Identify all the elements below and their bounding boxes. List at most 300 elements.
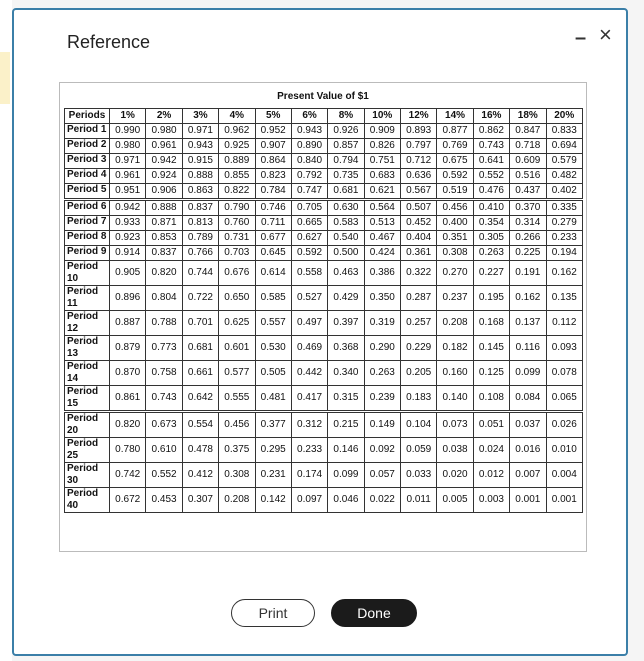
pv-cell: 0.530: [255, 336, 291, 361]
period-label: Period 7: [65, 216, 110, 231]
pv-cell: 0.681: [182, 336, 218, 361]
pv-cell: 0.621: [364, 184, 400, 200]
pv-cell: 0.429: [328, 286, 364, 311]
pv-cell: 0.592: [291, 246, 327, 261]
pv-cell: 0.099: [510, 361, 546, 386]
pv-cell: 0.051: [473, 412, 509, 438]
pv-cell: 0.481: [255, 386, 291, 412]
pv-cell: 0.906: [146, 184, 182, 200]
pv-cell: 0.552: [473, 169, 509, 184]
period-label: Period 3: [65, 154, 110, 169]
pv-cell: 0.980: [110, 139, 146, 154]
pv-cell: 0.577: [219, 361, 255, 386]
pv-cell: 0.540: [328, 231, 364, 246]
pv-cell: 0.870: [110, 361, 146, 386]
pv-cell: 0.397: [328, 311, 364, 336]
pv-cell: 0.789: [182, 231, 218, 246]
table-row: [65, 231, 583, 246]
pv-cell: 0.585: [255, 286, 291, 311]
period-label: Period 5: [65, 184, 110, 200]
pv-cell: 0.625: [219, 311, 255, 336]
pv-cell: 0.610: [146, 438, 182, 463]
pv-cell: 0.038: [437, 438, 473, 463]
pv-cell: 0.926: [328, 124, 364, 139]
pv-cell: 0.722: [182, 286, 218, 311]
pv-cell: 0.205: [401, 361, 437, 386]
pv-cell: 0.609: [510, 154, 546, 169]
pv-cell: 0.962: [219, 124, 255, 139]
pv-cell: 0.788: [146, 311, 182, 336]
pv-cell: 0.001: [510, 488, 546, 513]
pv-cell: 0.907: [255, 139, 291, 154]
pv-cell: 0.804: [146, 286, 182, 311]
pv-cell: 0.010: [546, 438, 583, 463]
pv-cell: 0.011: [401, 488, 437, 513]
pv-cell: 0.340: [328, 361, 364, 386]
pv-cell: 0.557: [255, 311, 291, 336]
pv-cell: 0.915: [182, 154, 218, 169]
pv-cell: 0.516: [510, 169, 546, 184]
pv-cell: 0.308: [219, 463, 255, 488]
pv-cell: 0.718: [510, 139, 546, 154]
period-label: Period 13: [65, 336, 110, 361]
pv-cell: 0.583: [328, 216, 364, 231]
pv-cell: 0.463: [328, 261, 364, 286]
pv-cell: 0.227: [473, 261, 509, 286]
pv-cell: 0.943: [291, 124, 327, 139]
pv-cell: 0.857: [328, 139, 364, 154]
pv-cell: 0.980: [146, 124, 182, 139]
pv-cell: 0.650: [219, 286, 255, 311]
pv-cell: 0.022: [364, 488, 400, 513]
table-row: [65, 246, 583, 261]
pv-cell: 0.961: [110, 169, 146, 184]
pv-cell: 0.305: [473, 231, 509, 246]
pv-cell: 0.026: [546, 412, 583, 438]
pv-cell: 0.208: [437, 311, 473, 336]
header-rate: 8%: [328, 109, 364, 124]
pv-cell: 0.160: [437, 361, 473, 386]
pv-cell: 0.877: [437, 124, 473, 139]
reference-dialog: [12, 8, 628, 656]
pv-cell: 0.108: [473, 386, 509, 412]
pv-cell: 0.826: [364, 139, 400, 154]
pv-cell: 0.712: [401, 154, 437, 169]
pv-cell: 0.837: [182, 200, 218, 216]
pv-cell: 0.467: [364, 231, 400, 246]
pv-cell: 0.863: [182, 184, 218, 200]
pv-cell: 0.233: [546, 231, 583, 246]
pv-cell: 0.194: [546, 246, 583, 261]
period-label: Period 1: [65, 124, 110, 139]
pv-cell: 0.065: [546, 386, 583, 412]
period-label: Period 10: [65, 261, 110, 286]
pv-cell: 0.554: [182, 412, 218, 438]
done-button[interactable]: Done: [331, 599, 417, 627]
pv-cell: 0.675: [437, 154, 473, 169]
pv-cell: 0.149: [364, 412, 400, 438]
close-button[interactable]: ×: [599, 22, 612, 47]
pv-cell: 0.790: [219, 200, 255, 216]
pv-cell: 0.456: [219, 412, 255, 438]
table-row: [65, 311, 583, 336]
pv-cell: 0.195: [473, 286, 509, 311]
pv-cell: 0.840: [291, 154, 327, 169]
pv-cell: 0.104: [401, 412, 437, 438]
period-label: Period 12: [65, 311, 110, 336]
pv-cell: 0.497: [291, 311, 327, 336]
header-rate: 6%: [291, 109, 327, 124]
pv-cell: 0.888: [182, 169, 218, 184]
background-tab: [0, 52, 10, 104]
pv-cell: 0.889: [219, 154, 255, 169]
pv-cell: 0.942: [146, 154, 182, 169]
pv-cell: 0.361: [401, 246, 437, 261]
pv-cell: 0.404: [401, 231, 437, 246]
period-label: Period 6: [65, 200, 110, 216]
pv-cell: 0.319: [364, 311, 400, 336]
header-periods: Periods: [65, 109, 110, 124]
pv-cell: 0.500: [328, 246, 364, 261]
present-value-table: [64, 108, 583, 513]
pv-cell: 0.527: [291, 286, 327, 311]
pv-cell: 0.555: [219, 386, 255, 412]
table-row: [65, 286, 583, 311]
header-rate: 10%: [364, 109, 400, 124]
table-row: [65, 139, 583, 154]
pv-cell: 0.871: [146, 216, 182, 231]
pv-cell: 0.744: [182, 261, 218, 286]
pv-cell: 0.208: [219, 488, 255, 513]
table-header-row: [65, 109, 583, 124]
pv-cell: 0.257: [401, 311, 437, 336]
table-row: [65, 124, 583, 139]
pv-cell: 0.794: [328, 154, 364, 169]
pv-cell: 0.368: [328, 336, 364, 361]
pv-cell: 0.820: [110, 412, 146, 438]
pv-cell: 0.853: [146, 231, 182, 246]
pv-cell: 0.001: [546, 488, 583, 513]
period-label: Period 40: [65, 488, 110, 513]
table-row: [65, 216, 583, 231]
pv-cell: 0.673: [146, 412, 182, 438]
pv-cell: 0.097: [291, 488, 327, 513]
pv-cell: 0.760: [219, 216, 255, 231]
header-rate: 4%: [219, 109, 255, 124]
period-label: Period 2: [65, 139, 110, 154]
pv-cell: 0.229: [401, 336, 437, 361]
pv-cell: 0.168: [473, 311, 509, 336]
pv-cell: 0.579: [546, 154, 583, 169]
pv-cell: 0.896: [110, 286, 146, 311]
pv-cell: 0.893: [401, 124, 437, 139]
pv-cell: 0.231: [255, 463, 291, 488]
header-rate: 12%: [401, 109, 437, 124]
pv-cell: 0.116: [510, 336, 546, 361]
pv-cell: 0.162: [546, 261, 583, 286]
period-label: Period 14: [65, 361, 110, 386]
pv-cell: 0.140: [437, 386, 473, 412]
pv-cell: 0.820: [146, 261, 182, 286]
pv-cell: 0.751: [364, 154, 400, 169]
pv-cell: 0.888: [146, 200, 182, 216]
pv-cell: 0.683: [364, 169, 400, 184]
pv-cell: 0.182: [437, 336, 473, 361]
pv-cell: 0.943: [182, 139, 218, 154]
pv-cell: 0.142: [255, 488, 291, 513]
dialog-title: Reference: [67, 32, 151, 52]
pv-cell: 0.823: [255, 169, 291, 184]
pv-cell: 0.266: [510, 231, 546, 246]
header-rate: 20%: [546, 109, 583, 124]
pv-cell: 0.112: [546, 311, 583, 336]
print-button[interactable]: Print: [231, 599, 315, 627]
pv-cell: 0.012: [473, 463, 509, 488]
pv-cell: 0.290: [364, 336, 400, 361]
pv-cell: 0.020: [437, 463, 473, 488]
pv-cell: 0.375: [219, 438, 255, 463]
pv-cell: 0.191: [510, 261, 546, 286]
pv-cell: 0.747: [291, 184, 327, 200]
pv-cell: 0.125: [473, 361, 509, 386]
pv-cell: 0.078: [546, 361, 583, 386]
period-label: Period 11: [65, 286, 110, 311]
pv-cell: 0.386: [364, 261, 400, 286]
pv-cell: 0.627: [291, 231, 327, 246]
header-rate: 14%: [437, 109, 473, 124]
pv-cell: 0.351: [437, 231, 473, 246]
table-row: [65, 336, 583, 361]
pv-cell: 0.701: [182, 311, 218, 336]
pv-cell: 0.837: [146, 246, 182, 261]
pv-cell: 0.924: [146, 169, 182, 184]
pv-cell: 0.146: [328, 438, 364, 463]
table-row: [65, 169, 583, 184]
pv-cell: 0.233: [291, 438, 327, 463]
pv-cell: 0.099: [328, 463, 364, 488]
pv-cell: 0.452: [401, 216, 437, 231]
pv-cell: 0.314: [510, 216, 546, 231]
pv-cell: 0.797: [401, 139, 437, 154]
pv-cell: 0.681: [328, 184, 364, 200]
pv-cell: 0.961: [146, 139, 182, 154]
table-row: [65, 261, 583, 286]
pv-cell: 0.007: [510, 463, 546, 488]
pv-cell: 0.174: [291, 463, 327, 488]
pv-cell: 0.519: [437, 184, 473, 200]
pv-cell: 0.942: [110, 200, 146, 216]
pv-cell: 0.350: [364, 286, 400, 311]
table-row: [65, 361, 583, 386]
pv-cell: 0.402: [546, 184, 583, 200]
pv-cell: 0.354: [473, 216, 509, 231]
minimize-button[interactable]: –: [575, 27, 587, 49]
pv-cell: 0.016: [510, 438, 546, 463]
pv-cell: 0.905: [110, 261, 146, 286]
pv-cell: 0.847: [510, 124, 546, 139]
period-label: Period 20: [65, 412, 110, 438]
pv-cell: 0.887: [110, 311, 146, 336]
pv-cell: 0.552: [146, 463, 182, 488]
pv-cell: 0.412: [182, 463, 218, 488]
pv-cell: 0.641: [473, 154, 509, 169]
pv-cell: 0.933: [110, 216, 146, 231]
header-rate: 2%: [146, 109, 182, 124]
header-rate: 3%: [182, 109, 218, 124]
pv-cell: 0.780: [110, 438, 146, 463]
table-row: [65, 412, 583, 438]
pv-cell: 0.564: [364, 200, 400, 216]
header-rate: 16%: [473, 109, 509, 124]
pv-cell: 0.377: [255, 412, 291, 438]
pv-cell: 0.005: [437, 488, 473, 513]
header-rate: 5%: [255, 109, 291, 124]
pv-cell: 0.990: [110, 124, 146, 139]
pv-cell: 0.507: [401, 200, 437, 216]
pv-cell: 0.093: [546, 336, 583, 361]
pv-cell: 0.703: [219, 246, 255, 261]
pv-cell: 0.861: [110, 386, 146, 412]
pv-cell: 0.295: [255, 438, 291, 463]
pv-cell: 0.735: [328, 169, 364, 184]
pv-cell: 0.476: [473, 184, 509, 200]
pv-cell: 0.742: [110, 463, 146, 488]
pv-cell: 0.137: [510, 311, 546, 336]
pv-cell: 0.758: [146, 361, 182, 386]
period-label: Period 15: [65, 386, 110, 412]
pv-cell: 0.971: [110, 154, 146, 169]
pv-cell: 0.672: [110, 488, 146, 513]
pv-cell: 0.773: [146, 336, 182, 361]
pv-cell: 0.813: [182, 216, 218, 231]
table-row: [65, 200, 583, 216]
header-rate: 18%: [510, 109, 546, 124]
pv-cell: 0.661: [182, 361, 218, 386]
pv-cell: 0.665: [291, 216, 327, 231]
pv-cell: 0.003: [473, 488, 509, 513]
table-row: [65, 184, 583, 200]
pv-cell: 0.951: [110, 184, 146, 200]
pv-cell: 0.636: [401, 169, 437, 184]
pv-cell: 0.971: [182, 124, 218, 139]
pv-cell: 0.453: [146, 488, 182, 513]
pv-cell: 0.890: [291, 139, 327, 154]
pv-cell: 0.092: [364, 438, 400, 463]
pv-cell: 0.456: [437, 200, 473, 216]
pv-cell: 0.769: [437, 139, 473, 154]
header-rate: 1%: [110, 109, 146, 124]
table-row: [65, 438, 583, 463]
pv-cell: 0.505: [255, 361, 291, 386]
pv-cell: 0.263: [364, 361, 400, 386]
pv-cell: 0.513: [364, 216, 400, 231]
pv-cell: 0.482: [546, 169, 583, 184]
table-container: [59, 82, 587, 552]
pv-cell: 0.705: [291, 200, 327, 216]
pv-cell: 0.469: [291, 336, 327, 361]
period-label: Period 30: [65, 463, 110, 488]
pv-cell: 0.442: [291, 361, 327, 386]
pv-cell: 0.592: [437, 169, 473, 184]
table-row: [65, 463, 583, 488]
pv-cell: 0.925: [219, 139, 255, 154]
pv-cell: 0.923: [110, 231, 146, 246]
pv-cell: 0.614: [255, 261, 291, 286]
period-label: Period 25: [65, 438, 110, 463]
pv-cell: 0.601: [219, 336, 255, 361]
pv-cell: 0.215: [328, 412, 364, 438]
pv-cell: 0.909: [364, 124, 400, 139]
pv-cell: 0.676: [219, 261, 255, 286]
pv-cell: 0.731: [219, 231, 255, 246]
pv-cell: 0.239: [364, 386, 400, 412]
pv-cell: 0.225: [510, 246, 546, 261]
pv-cell: 0.864: [255, 154, 291, 169]
pv-cell: 0.307: [182, 488, 218, 513]
pv-cell: 0.237: [437, 286, 473, 311]
table-row: [65, 154, 583, 169]
pv-cell: 0.287: [401, 286, 437, 311]
pv-cell: 0.642: [182, 386, 218, 412]
pv-cell: 0.322: [401, 261, 437, 286]
pv-cell: 0.084: [510, 386, 546, 412]
pv-cell: 0.694: [546, 139, 583, 154]
period-label: Period 9: [65, 246, 110, 261]
period-label: Period 4: [65, 169, 110, 184]
pv-cell: 0.914: [110, 246, 146, 261]
pv-cell: 0.312: [291, 412, 327, 438]
pv-cell: 0.822: [219, 184, 255, 200]
pv-cell: 0.784: [255, 184, 291, 200]
pv-cell: 0.335: [546, 200, 583, 216]
pv-cell: 0.315: [328, 386, 364, 412]
pv-cell: 0.308: [437, 246, 473, 261]
pv-cell: 0.478: [182, 438, 218, 463]
table-row: [65, 386, 583, 412]
pv-cell: 0.862: [473, 124, 509, 139]
pv-cell: 0.183: [401, 386, 437, 412]
pv-cell: 0.033: [401, 463, 437, 488]
pv-cell: 0.410: [473, 200, 509, 216]
pv-cell: 0.059: [401, 438, 437, 463]
pv-cell: 0.558: [291, 261, 327, 286]
pv-cell: 0.024: [473, 438, 509, 463]
pv-cell: 0.677: [255, 231, 291, 246]
pv-cell: 0.567: [401, 184, 437, 200]
pv-cell: 0.263: [473, 246, 509, 261]
table-row: [65, 488, 583, 513]
pv-cell: 0.855: [219, 169, 255, 184]
pv-cell: 0.630: [328, 200, 364, 216]
pv-cell: 0.424: [364, 246, 400, 261]
pv-cell: 0.879: [110, 336, 146, 361]
pv-cell: 0.145: [473, 336, 509, 361]
pv-cell: 0.743: [473, 139, 509, 154]
pv-cell: 0.162: [510, 286, 546, 311]
period-label: Period 8: [65, 231, 110, 246]
pv-cell: 0.952: [255, 124, 291, 139]
table-title: Present Value of $1: [277, 91, 369, 102]
table-body: [65, 124, 583, 513]
pv-cell: 0.766: [182, 246, 218, 261]
pv-cell: 0.417: [291, 386, 327, 412]
pv-cell: 0.746: [255, 200, 291, 216]
pv-cell: 0.073: [437, 412, 473, 438]
pv-cell: 0.270: [437, 261, 473, 286]
pv-cell: 0.400: [437, 216, 473, 231]
pv-cell: 0.711: [255, 216, 291, 231]
pv-cell: 0.279: [546, 216, 583, 231]
